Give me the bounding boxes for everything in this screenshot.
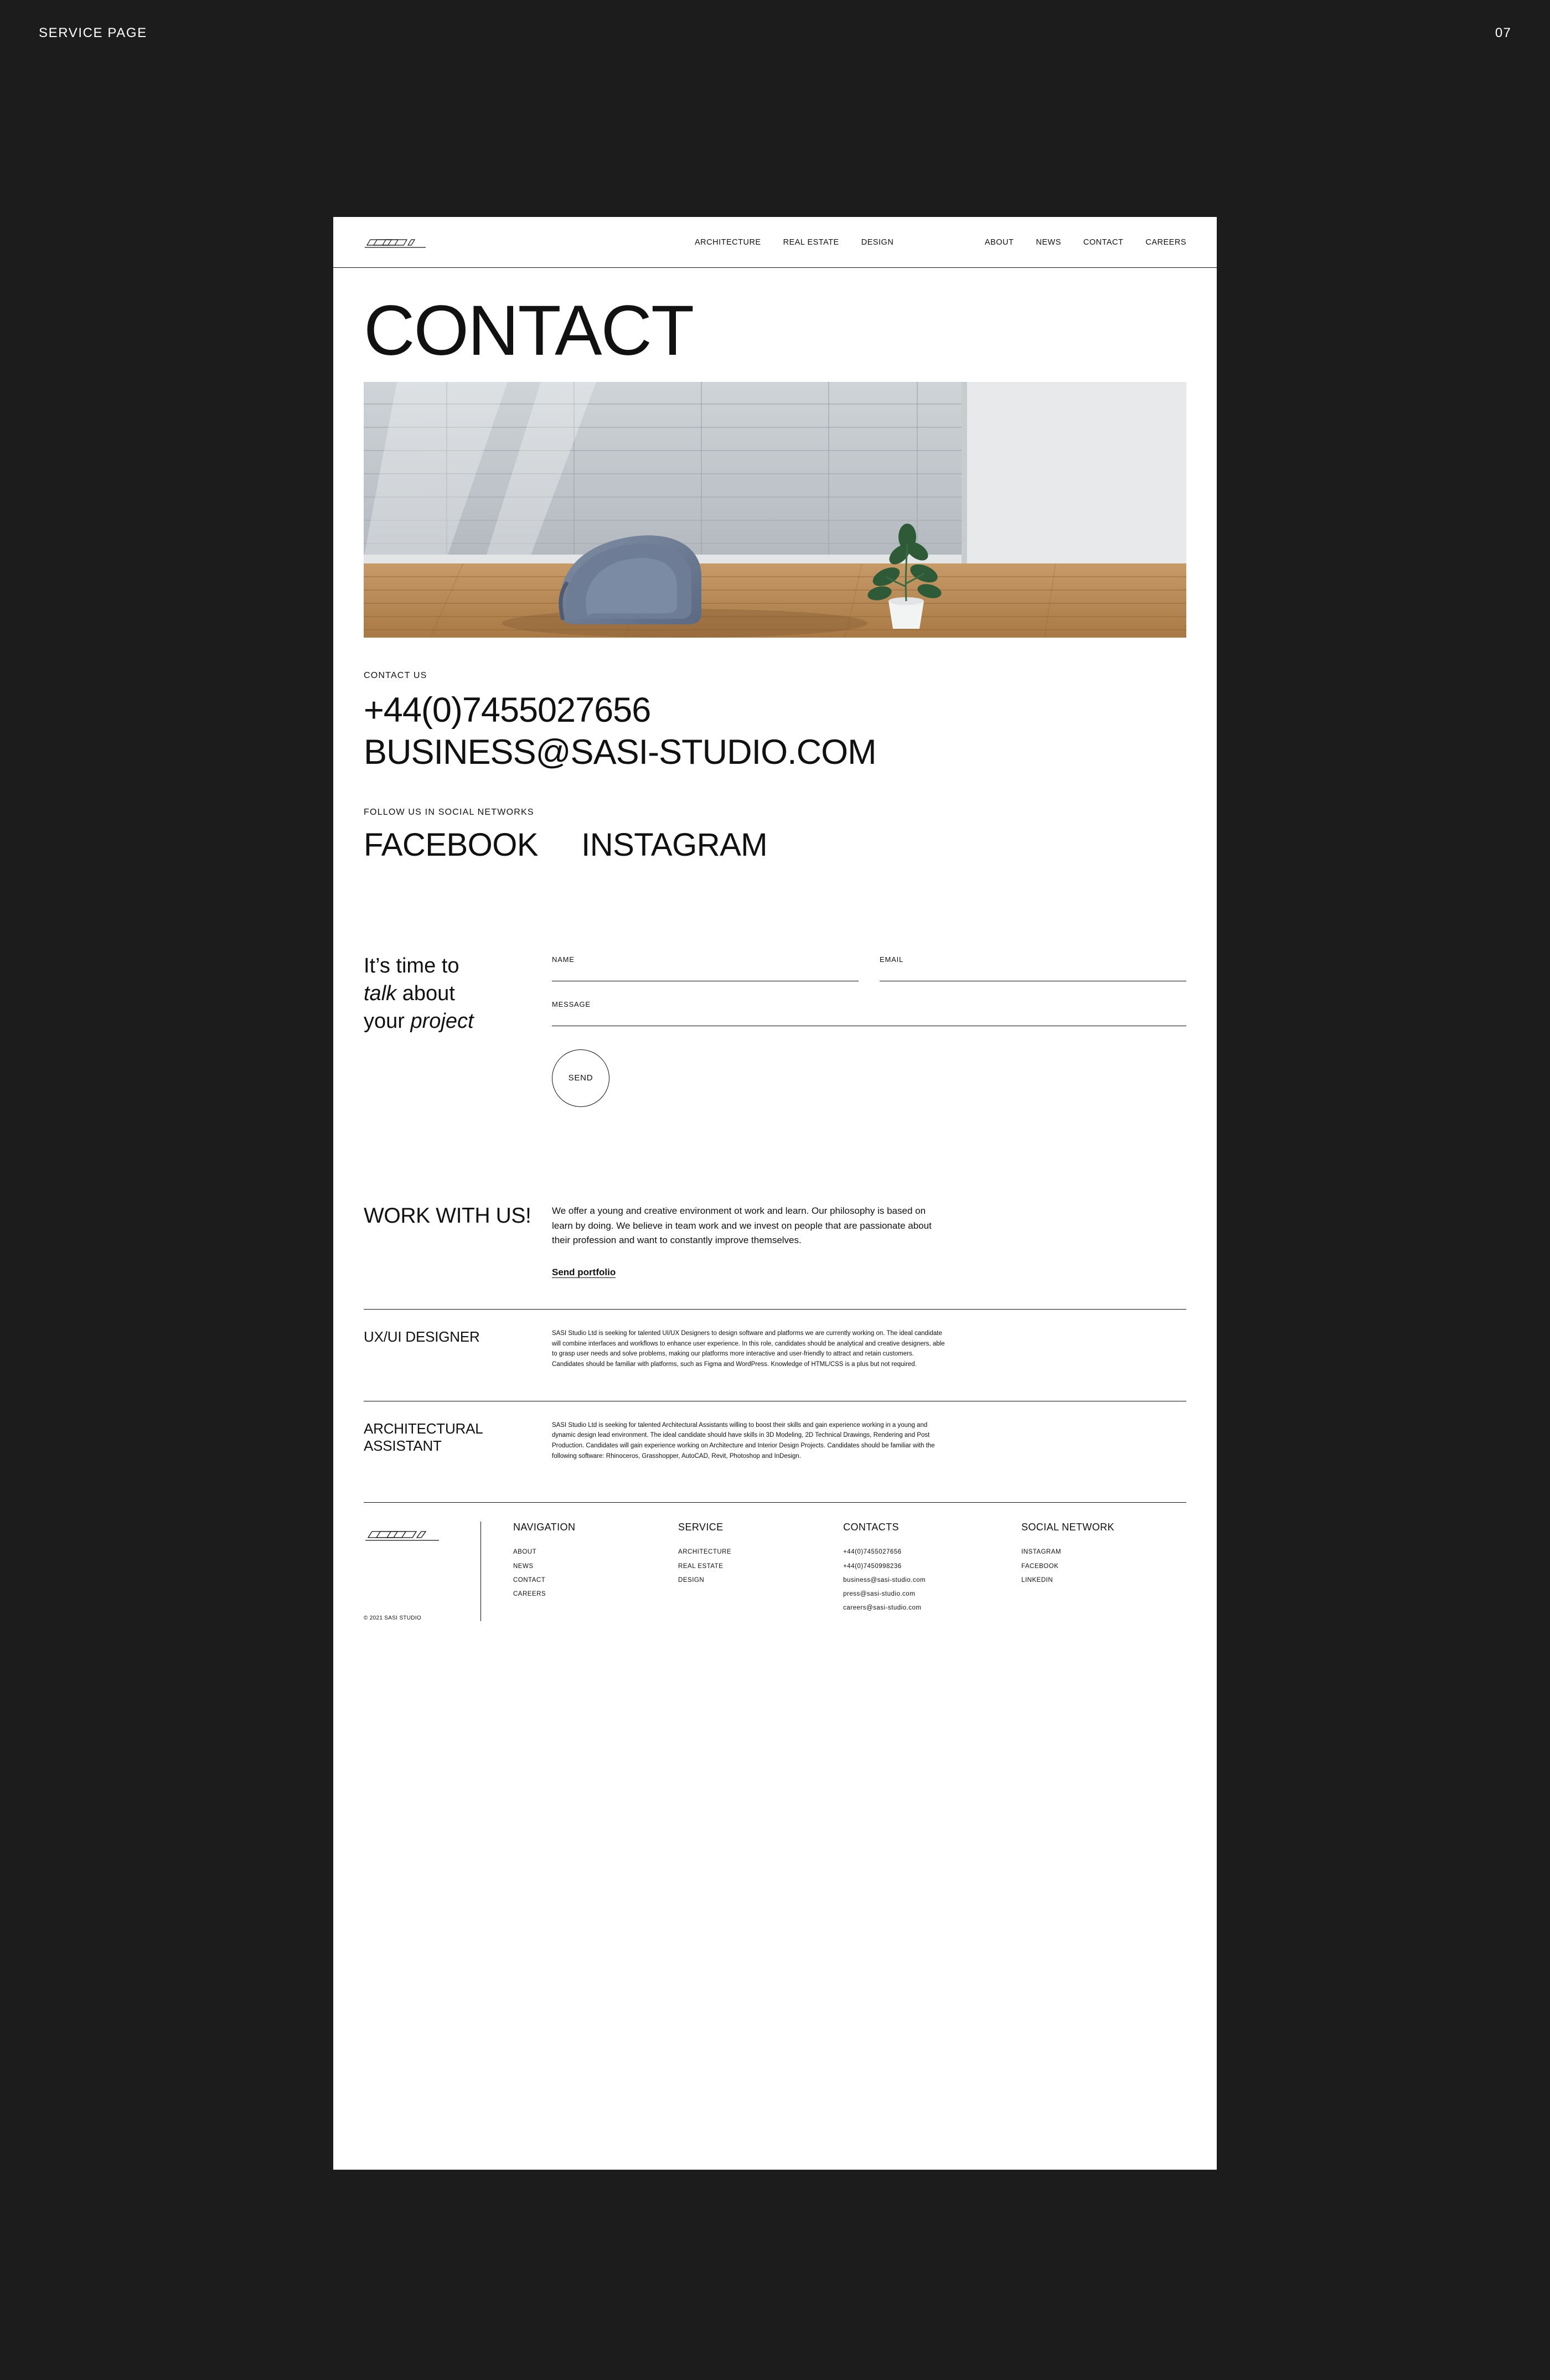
work-with-us-body xyxy=(552,1204,939,1279)
footer-heading-social: SOCIAL NETWORK xyxy=(1021,1522,1114,1533)
social-links xyxy=(364,826,1186,863)
job-description-ux-ui-designer: SASI Studio Ltd is seeking for talented UI/UX Designers to design software and platforms we are currently working on. The ideal candidate will combine interfaces and workflows to enhance user experience. In this role, candidates should be analytical and creative designers, able to grasp user needs and solve problems, making our platforms more interactive and user-friendly to attract and retain customers. Candidates should be familiar with platforms, such as Figma and WordPress. Knowledge of HTML/CSS is a plus but not required. xyxy=(552,1330,945,1368)
footer-link-architecture[interactable]: ARCHITECTURE xyxy=(678,1549,732,1556)
message-label: MESSAGE xyxy=(552,1000,591,1008)
site-footer xyxy=(364,1502,1186,1643)
footer-heading-service: SERVICE xyxy=(678,1522,724,1533)
nav-links-secondary xyxy=(985,238,1186,247)
page-title: CONTACT xyxy=(364,291,694,370)
footer-link-contact[interactable]: CONTACT xyxy=(513,1576,546,1584)
social-link-facebook[interactable]: FACEBOOK xyxy=(364,826,539,863)
footer-link-design[interactable]: DESIGN xyxy=(678,1576,705,1584)
nav-links-primary xyxy=(695,238,893,247)
work-with-us-copy: We offer a young and creative environment ot work and learn. Our philosophy is based on learn by doing. We believe in team work and we invest on people that are passionate about their profession and want to constantly improve themselves. xyxy=(552,1205,932,1246)
form-heading-line1: It’s time to xyxy=(364,954,459,977)
nav-link-architecture[interactable]: ARCHITECTURE xyxy=(695,237,761,247)
footer-heading-navigation: NAVIGATION xyxy=(513,1522,576,1533)
footer-link-facebook[interactable]: FACEBOOK xyxy=(1021,1562,1059,1570)
nav-link-careers[interactable]: CAREERS xyxy=(1145,237,1186,247)
footer-phone-1[interactable]: +44(0)7455027656 xyxy=(843,1549,902,1556)
work-with-us-title: WORK WITH US! xyxy=(364,1203,531,1228)
footer-link-careers[interactable]: CAREERS xyxy=(513,1591,546,1598)
form-heading-line3: your xyxy=(364,1009,411,1033)
job-description-architectural-assistant: SASI Studio Ltd is seeking for talented Architectural Assistants willing to boost their skills and gain experience working in a young and dynamic design lead environment. The ideal candidate should have skills in 3D Modeling, 2D Technical Drawings, Rendering and Post Production. Candidates will gain experience working on Architecture and Interior Design Projects. Candidates should be familiar with the following software: Rhinoceros, Grasshopper, AutoCAD, Revit, Photoshop and InDesign. xyxy=(552,1421,935,1460)
nav-link-design[interactable]: DESIGN xyxy=(861,237,894,247)
footer-link-about[interactable]: ABOUT xyxy=(513,1549,537,1556)
contact-phone[interactable]: +44(0)7455027656 xyxy=(364,691,651,729)
social-eyebrow: FOLLOW US IN SOCIAL NETWORKS xyxy=(364,807,534,817)
contact-form xyxy=(552,952,1186,1107)
field-name xyxy=(552,955,859,981)
email-input[interactable] xyxy=(880,969,1186,981)
name-input[interactable] xyxy=(552,969,859,981)
job-listing xyxy=(364,1401,1186,1462)
social-link-instagram[interactable]: INSTAGRAM xyxy=(581,826,768,863)
footer-phone-2[interactable]: +44(0)7450998236 xyxy=(843,1562,902,1570)
sasi-logo[interactable] xyxy=(364,234,429,251)
field-message xyxy=(552,1000,1186,1026)
footer-email-business[interactable]: business@sasi-studio.com xyxy=(843,1576,926,1584)
hero-image xyxy=(364,382,1186,638)
nav-link-about[interactable]: ABOUT xyxy=(984,237,1014,247)
message-input[interactable] xyxy=(552,1014,1186,1026)
nav-link-news[interactable]: NEWS xyxy=(1036,237,1061,247)
form-heading xyxy=(364,952,552,1107)
footer-link-real-estate[interactable]: REAL ESTATE xyxy=(678,1562,724,1570)
name-label: NAME xyxy=(552,955,575,964)
footer-brand xyxy=(364,1522,481,1621)
hero-illustration xyxy=(364,382,1186,638)
footer-copyright: © 2021 SASI STUDIO xyxy=(364,1615,421,1622)
deck-page-number: 07 xyxy=(1495,25,1511,40)
nav-link-real-estate[interactable]: REAL ESTATE xyxy=(783,237,839,247)
send-portfolio-link[interactable]: Send portfolio xyxy=(552,1267,616,1278)
job-title-ux-ui-designer: UX/UI DESIGNER xyxy=(364,1328,480,1346)
contact-eyebrow: CONTACT US xyxy=(364,671,427,680)
footer-column-contacts xyxy=(843,1522,1021,1621)
footer-email-careers[interactable]: careers@sasi-studio.com xyxy=(843,1605,922,1612)
work-with-us-section xyxy=(364,1204,1186,1279)
footer-column-navigation xyxy=(513,1522,678,1621)
footer-column-service xyxy=(678,1522,843,1621)
site-navbar xyxy=(333,217,1217,268)
field-email xyxy=(880,955,1186,981)
form-heading-italic-project: project xyxy=(410,1009,474,1033)
footer-heading-contacts: CONTACTS xyxy=(843,1522,899,1533)
send-button[interactable]: SEND xyxy=(552,1049,609,1107)
page-canvas xyxy=(333,217,1217,2170)
footer-email-press[interactable]: press@sasi-studio.com xyxy=(843,1591,916,1598)
sasi-logo[interactable] xyxy=(364,1525,442,1544)
contact-form-section xyxy=(364,952,1186,1107)
form-row-name-email xyxy=(552,955,1186,981)
form-heading-italic-talk: talk xyxy=(364,981,397,1005)
job-title-architectural-assistant: ARCHITECTURAL ASSISTANT xyxy=(364,1420,483,1454)
nav-link-contact[interactable]: CONTACT xyxy=(1083,237,1124,247)
form-heading-text xyxy=(364,952,552,1035)
footer-link-instagram[interactable]: INSTAGRAM xyxy=(1021,1549,1061,1556)
contact-email[interactable]: BUSINESS@SASI-STUDIO.COM xyxy=(364,733,876,772)
form-heading-mid: about xyxy=(396,981,455,1005)
footer-link-news[interactable]: NEWS xyxy=(513,1562,534,1570)
email-label: EMAIL xyxy=(880,955,904,964)
deck-header xyxy=(0,0,1550,66)
job-listing xyxy=(364,1309,1186,1370)
footer-link-linkedin[interactable]: LINKEDIN xyxy=(1021,1576,1053,1584)
deck-section-label: SERVICE PAGE xyxy=(39,25,147,40)
footer-column-social xyxy=(1021,1522,1186,1621)
footer-columns xyxy=(481,1522,1186,1621)
